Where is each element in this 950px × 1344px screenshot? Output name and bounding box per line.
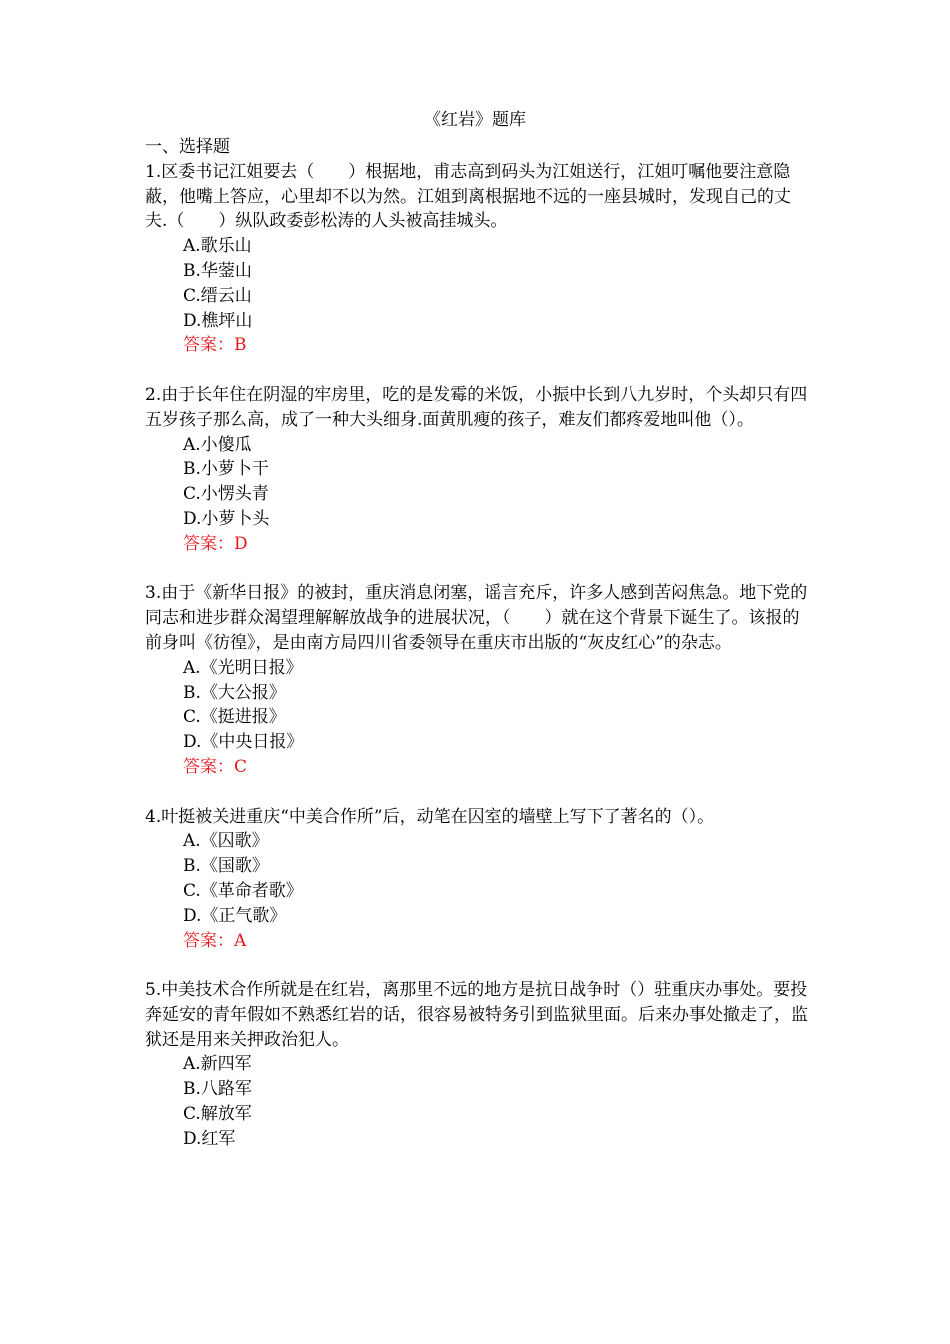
question-stem: 4.叶挺被关进重庆“中美合作所”后，动笔在囚室的墙壁上写下了著名的（）。 [145, 806, 715, 827]
question-stem: 5.中美技术合作所就是在红岩，离那里不远的地方是抗日战争时（）驻重庆办事处。要投奔延安的青年假如不熟悉红岩的话，很容易被特务引到监狱里面。后来办事处撤走了，监狱还是用来关押政治犯人。 [145, 980, 808, 1050]
section-heading: 一、选择题 [145, 137, 230, 157]
option-b: B.《大公报》 [183, 682, 286, 703]
answer-text: 答案：B [183, 335, 247, 356]
option-list [145, 829, 810, 928]
option-c: C.解放军 [183, 1104, 252, 1125]
answer-text: 答案：C [183, 756, 248, 777]
option-a: A.《囚歌》 [183, 831, 269, 852]
option-b: B.八路军 [183, 1079, 252, 1100]
option-list [145, 1052, 810, 1151]
option-list [145, 433, 810, 532]
option-d: D.《正气歌》 [183, 905, 287, 926]
question-2 [145, 383, 810, 557]
document-title: 《红岩》题库 [424, 110, 526, 130]
answer-text: 答案：A [183, 930, 247, 951]
option-c: C.《革命者歌》 [183, 880, 303, 901]
answer-text: 答案：D [183, 533, 248, 554]
option-d: D.红军 [183, 1128, 236, 1149]
question-1 [145, 160, 810, 358]
option-a: A.《光明日报》 [183, 657, 303, 678]
option-b: B.华蓥山 [183, 260, 252, 281]
question-stem: 1.区委书记江姐要去（ ）根据地，甫志高到码头为江姐送行，江姐叮嘱他要注意隐蔽，他嘴上答应，心里却不以为然。江姐到离根据地不远的一座县城时，发现自己的丈夫.（ ）纵队政委彭松涛的人头被高挂城头。 [145, 161, 791, 232]
option-c: C.《挺进报》 [183, 707, 286, 728]
option-c: C.小愣头青 [183, 484, 269, 505]
option-c: C.缙云山 [183, 285, 252, 306]
option-a: A.小傻瓜 [183, 434, 252, 455]
document-body [145, 135, 810, 1152]
option-d: D.《中央日报》 [183, 732, 304, 753]
option-d: D.小萝卜头 [183, 508, 270, 529]
question-3 [145, 581, 810, 779]
option-list [145, 234, 810, 333]
question-stem: 2.由于长年住在阴湿的牢房里，吃的是发霉的米饭，小振中长到八九岁时，个头却只有四五岁孩子那么高，成了一种大头细身.面黄肌瘦的孩子，难友们都疼爱地叫他（）。 [145, 384, 808, 430]
option-a: A.歌乐山 [183, 236, 252, 257]
option-b: B.《国歌》 [183, 856, 269, 877]
option-a: A.新四军 [183, 1054, 252, 1075]
option-d: D.樵坪山 [183, 310, 253, 331]
question-5 [145, 978, 810, 1152]
question-stem: 3.由于《新华日报》的被封，重庆消息闭塞，谣言充斥，许多人感到苦闷焦急。地下党的同志和进步群众渴望理解解放战争的进展状况，（ ）就在这个背景下诞生了。该报的前身叫《彷徨》，是由南方局四川省委领导在重庆市出版的“灰皮红心”的杂志。 [145, 583, 808, 653]
option-b: B.小萝卜干 [183, 459, 269, 480]
option-list [145, 656, 810, 755]
question-4 [145, 805, 810, 954]
